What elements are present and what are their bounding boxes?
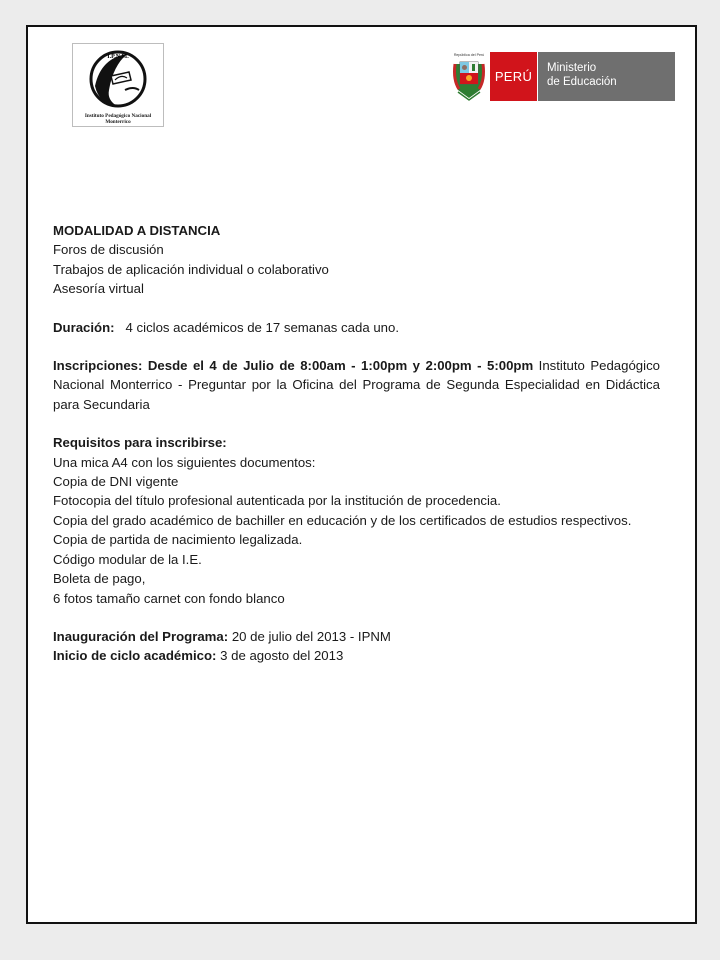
ipnm-logo <box>72 43 164 127</box>
inicio-label: Inicio de ciclo académico: <box>53 648 217 664</box>
requisito-item: 6 fotos tamaño carnet con fondo blanco <box>53 590 285 606</box>
inauguracion-line <box>53 627 660 646</box>
requisito-item: Copia de partida de nacimiento legalizada. <box>53 532 303 548</box>
inicio-line <box>53 646 660 665</box>
shield-label: República del Perú <box>453 53 485 57</box>
ministry-label <box>538 52 675 101</box>
ipnm-caption-line1: Instituto Pedagógico Nacional <box>84 113 152 119</box>
inauguracion-value: 20 de julio del 2013 - IPNM <box>231 628 391 644</box>
document-page <box>26 25 697 924</box>
modalidad-item: Foros de discusión <box>53 242 164 258</box>
requisito-item: Fotocopia del título profesional autenticada por la institución de procedencia. <box>53 493 501 509</box>
inicio-value: 3 de agosto del 2013 <box>220 648 344 664</box>
modalidad-item: Trabajos de aplicación individual o colaborativo <box>53 261 329 277</box>
inscripciones-paragraph <box>53 356 660 414</box>
duracion-line <box>53 318 660 337</box>
requisito-item: Código modular de la I.E. <box>53 551 202 567</box>
ipnm-emblem-text: I.P.N.M. <box>107 54 129 60</box>
duracion-value: 4 ciclos académicos de 17 semanas cada uno. <box>125 319 399 335</box>
document-body <box>53 221 660 666</box>
modalidad-heading: MODALIDAD A DISTANCIA <box>53 223 221 238</box>
ipnm-emblem-icon <box>87 46 149 112</box>
peru-label: PERÚ <box>490 52 537 101</box>
ministry-line2: de Educación <box>547 76 617 88</box>
modalidad-item: Asesoría virtual <box>53 281 144 297</box>
inscripciones-label: Inscripciones: Desde el 4 de Julio de 8:00am - 1:00pm y 2:00pm - 5:00pm <box>53 358 534 374</box>
ministry-line1: Ministerio <box>547 62 597 74</box>
requisitos-heading: Requisitos para inscribirse: <box>53 435 227 451</box>
requisito-item: Una mica A4 con los siguientes documentos: <box>53 454 316 470</box>
requisito-item: Copia de DNI vigente <box>53 474 179 490</box>
inauguracion-label: Inauguración del Programa: <box>53 628 229 644</box>
duracion-label: Duración: <box>53 319 115 335</box>
requisito-item: Copia del grado académico de bachiller en educación y de los certificados de estudios respectivos. <box>53 512 632 528</box>
peru-coat-of-arms-icon <box>450 50 488 104</box>
requisito-item: Boleta de pago, <box>53 571 146 587</box>
inscripciones-text: Instituto Pedagógico Nacional Monterrico - Preguntar por la Oficina del Programa de Segunda Especialidad en Didáctica para Secundaria <box>53 358 660 412</box>
ipnm-caption-line2: Monterrico <box>105 119 131 125</box>
